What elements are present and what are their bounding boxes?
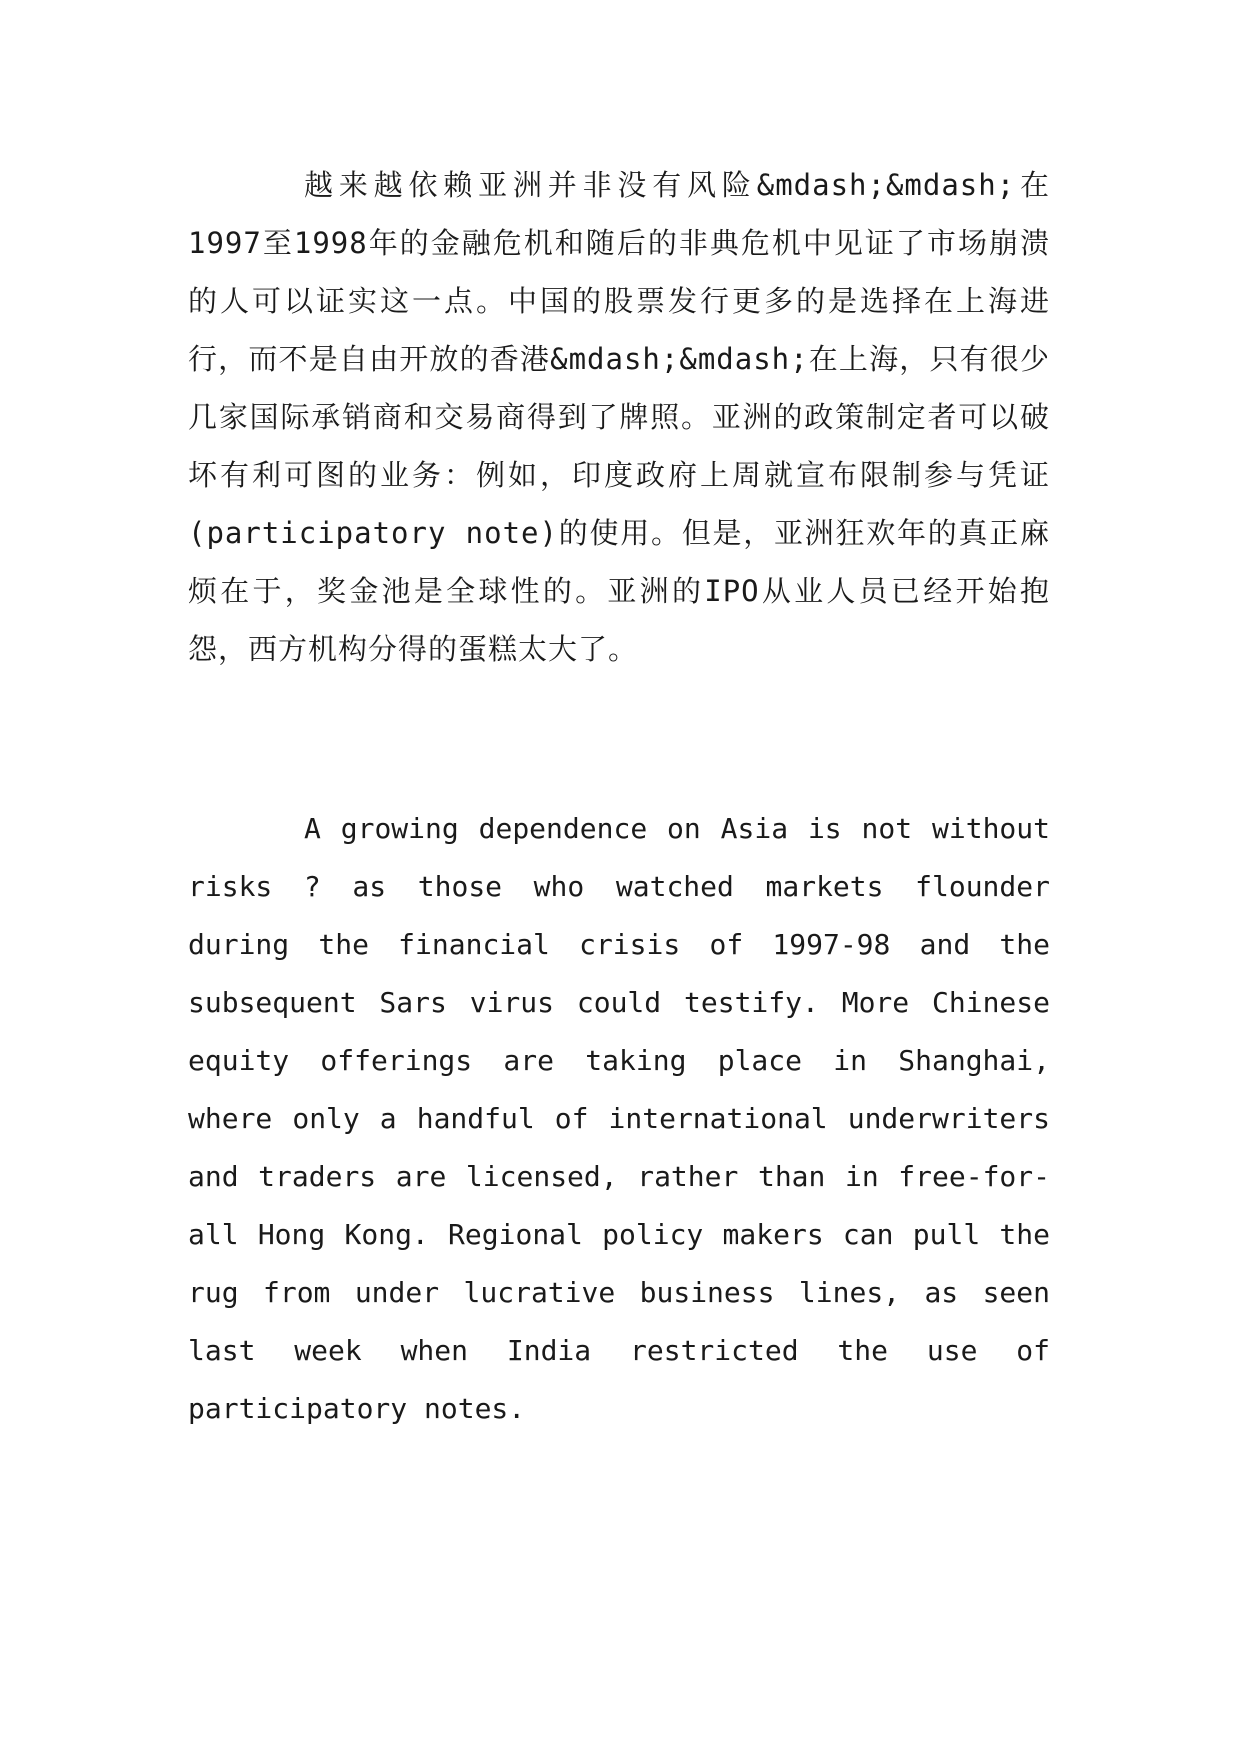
english-paragraph: A growing dependence on Asia is not without risks ? as those who watched markets flounder during the financial crisis of 1997-98 and the subsequent Sars virus could testify. More Chinese equity offerings are taking place in Shanghai, where only a handful of international underwriters and traders are licensed, rather than in free-for-all Hong Kong. Regional policy makers can pull the rug from under lucrative business lines, as seen last week when India restricted the use of participatory notes. <box>188 812 1050 1425</box>
chinese-paragraph: 越来越依赖亚洲并非没有风险&mdash;&mdash;在1997至1998年的金融危机和随后的非典危机中见证了市场崩溃的人可以证实这一点。中国的股票发行更多的是选择在上海进行，而不是自由开放的香港&mdash;&mdash;在上海，只有很少几家国际承销商和交易商得到了牌照。亚洲的政策制定者可以破坏有利可图的业务：例如，印度政府上周就宣布限制参与凭证(participatory note)的使用。但是，亚洲狂欢年的真正麻烦在于，奖金池是全球性的。亚洲的IPO从业人员已经开始抱怨，西方机构分得的蛋糕太大了。 <box>188 168 1050 666</box>
